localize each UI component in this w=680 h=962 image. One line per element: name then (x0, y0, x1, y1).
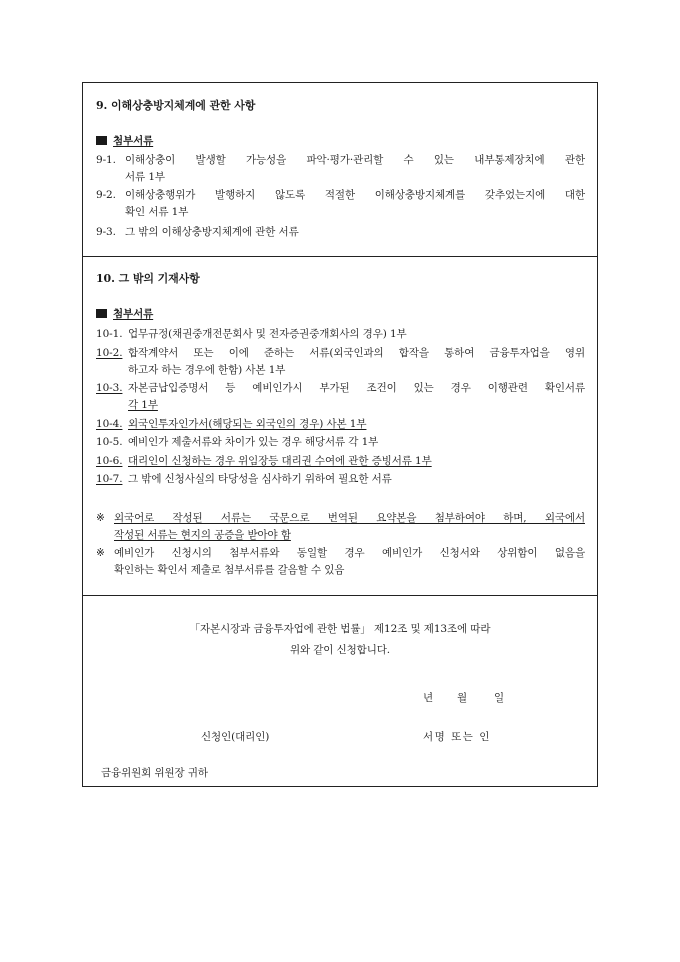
list-item-10-7-num: 10-7. (96, 473, 123, 485)
note-2-mark: ※ (96, 547, 105, 559)
note-2-text: 예비인가 신청시의 첨부서류와 동일할 경우 예비인가 신청서와 상위함이 없음을 (114, 547, 585, 559)
declaration-section (83, 595, 597, 786)
application-form (82, 82, 598, 787)
note-1-mark: ※ (96, 512, 105, 524)
note-2-text-cont: 확인하는 확인서 제출로 첨부서류를 갈음할 수 있음 (114, 564, 345, 576)
section-10-attachments-heading: 첨부서류 (96, 308, 153, 321)
date-day-label: 일 (494, 692, 505, 704)
applicant-label: 신청인(대리인) (201, 731, 270, 743)
note-1-text: 외국어로 작성된 서류는 국문으로 번역된 요약본을 첨부하여야 하며, 외국에서 (114, 512, 585, 524)
list-item-10-5-text: 예비인가 제출서류와 차이가 있는 경우 해당서류 각 1부 (128, 436, 379, 448)
list-item-10-6-text: 대리인이 신청하는 경우 위임장등 대리권 수여에 관한 증빙서류 1부 (128, 455, 432, 467)
recipient-label: 금융위원회 위원장 귀하 (101, 767, 208, 779)
list-item-10-7-text: 그 밖에 신청사실의 타당성을 심사하기 위하여 필요한 서류 (128, 473, 392, 485)
declaration-line-2: 위와 같이 신청합니다. (289, 644, 391, 656)
list-item-10-2-text-cont: 하고자 하는 경우에 한함) 사본 1부 (128, 364, 286, 376)
list-item-9-2-text: 이해상충행위가 발행하지 않도록 적절한 이해상충방지체계를 갖추었는지에 대한 (125, 189, 585, 201)
list-item-9-1-text-cont: 서류 1부 (125, 171, 165, 183)
section-10-other-details (83, 256, 597, 596)
declaration-line-1: 「자본시장과 금융투자업에 관한 법률」 제12조 및 제13조에 따라 (189, 623, 491, 635)
list-item-10-4-text: 외국인투자인가서(해당되는 외국인의 경우) 사본 1부 (128, 418, 367, 430)
list-item-9-1-num: 9-1. (96, 154, 116, 166)
list-item-9-2-num: 9-2. (96, 189, 116, 201)
date-month-label: 월 (457, 692, 468, 704)
list-item-10-1-text: 업무규정(채권중개전문회사 및 전자증권중개회사의 경우) 1부 (128, 328, 407, 340)
list-item-10-6-num: 10-6. (96, 455, 123, 467)
section-9-conflict-of-interest (83, 83, 597, 257)
list-item-9-3-text: 그 밖의 이해상충방지체계에 관한 서류 (125, 226, 299, 238)
note-1-text-cont: 작성된 서류는 현지의 공증을 받아야 함 (114, 529, 291, 541)
list-item-10-3-num: 10-3. (96, 382, 123, 394)
list-item-10-5-num: 10-5. (96, 436, 123, 448)
square-bullet-icon (96, 136, 107, 145)
list-item-10-2-text: 합작계약서 또는 이에 준하는 서류(외국인과의 합작을 통하여 금융투자업을 영위 (128, 347, 585, 359)
section-9-attachments-heading: 첨부서류 (96, 135, 153, 148)
list-item-10-1-num: 10-1. (96, 328, 123, 340)
date-year-label: 년 (423, 692, 434, 704)
list-item-9-1-text: 이해상충이 발생할 가능성을 파악·평가·관리할 수 있는 내부통제장치에 관한 (125, 154, 585, 166)
list-item-9-3-num: 9-3. (96, 226, 116, 238)
signature-label: 서명 또는 인 (423, 731, 491, 743)
section-10-title: 10. 그 밖의 기재사항 (96, 272, 200, 285)
list-item-10-3-text: 자본금납입증명서 등 예비인가시 부가된 조건이 있는 경우 이행관련 확인서류 (128, 382, 585, 394)
list-item-10-2-num: 10-2. (96, 347, 123, 359)
section-9-title: 9. 이해상충방지체계에 관한 사항 (96, 99, 256, 112)
list-item-10-4-num: 10-4. (96, 418, 123, 430)
square-bullet-icon (96, 309, 107, 318)
list-item-10-3-text-cont: 각 1부 (128, 399, 158, 411)
list-item-9-2-text-cont: 확인 서류 1부 (125, 206, 189, 218)
